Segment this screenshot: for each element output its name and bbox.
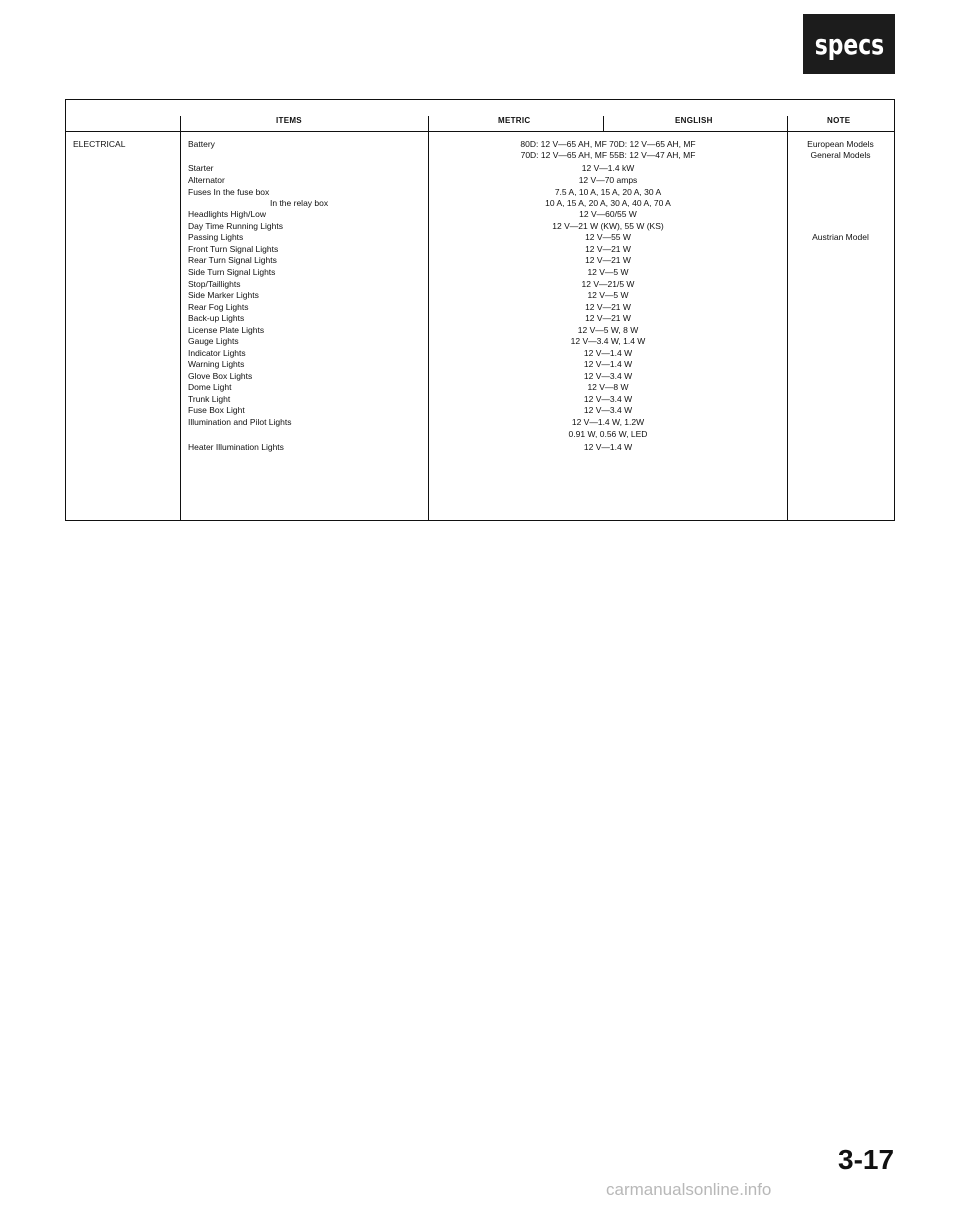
spec-value: 12 V—21 W (585, 313, 631, 323)
spec-item-label: Day Time Running Lights (188, 221, 283, 231)
spec-value: 12 V—70 amps (578, 175, 638, 185)
spec-value: 12 V—1.4 W (583, 359, 633, 369)
spec-item-label: Battery (188, 139, 215, 149)
spec-item-label: Fuses In the fuse box (188, 187, 270, 197)
spec-value: 0.91 W, 0.56 W, LED (568, 429, 648, 439)
spec-value: 12 V—5 W (587, 290, 629, 300)
spec-item-label: Gauge Lights (188, 336, 239, 346)
section-label: ELECTRICAL (73, 139, 126, 149)
spec-value: 12 V—3.4 W (583, 371, 633, 381)
spec-item-label: License Plate Lights (188, 325, 265, 335)
spec-value: 12 V—21 W (585, 255, 631, 265)
watermark: carmanualsonline.info (606, 1180, 772, 1199)
spec-value: 10 A, 15 A, 20 A, 30 A, 40 A, 70 A (545, 198, 671, 208)
spec-item-label: Fuse Box Light (188, 405, 245, 415)
spec-value: 12 V—55 W (585, 232, 631, 242)
spec-value: 12 V—60/55 W (579, 209, 637, 219)
header-divider (65, 131, 895, 132)
spec-item-label: Heater Illumination Lights (188, 442, 284, 452)
spec-item-label: Trunk Light (188, 394, 231, 404)
header-metric: METRIC (498, 116, 531, 125)
spec-note: Austrian Model (812, 232, 869, 242)
header-english: ENGLISH (675, 116, 713, 125)
spec-value: 80D: 12 V—65 AH, MF 70D: 12 V—65 AH, MF (520, 139, 696, 149)
spec-note: General Models (810, 150, 871, 160)
spec-item-label: Alternator (188, 175, 225, 185)
spec-value: 12 V—21 W (KW), 55 W (KS) (552, 221, 664, 231)
spec-value: 12 V—1.4 W (583, 442, 633, 452)
spec-item-label: Rear Turn Signal Lights (188, 255, 277, 265)
spec-item-label: Indicator Lights (188, 348, 246, 358)
spec-value: 12 V—1.4 W (583, 348, 633, 358)
spec-item-label: Rear Fog Lights (188, 302, 249, 312)
page-number: 3-17 (838, 1144, 895, 1175)
spec-item-label: Illumination and Pilot Lights (188, 417, 292, 427)
spec-value: 12 V—21 W (585, 302, 631, 312)
column-divider-1 (180, 116, 181, 521)
spec-item-label: In the relay box (270, 198, 329, 208)
specs-tab-label: specs (814, 27, 884, 61)
spec-item-label: Warning Lights (188, 359, 245, 369)
spec-value: 12 V—5 W (587, 267, 629, 277)
specs-section-tab (803, 14, 895, 74)
spec-item-label: Headlights High/Low (188, 209, 266, 219)
spec-value: 12 V—3.4 W, 1.4 W (570, 336, 646, 346)
spec-value: 12 V—3.4 W (583, 394, 633, 404)
spec-item-label: Back-up Lights (188, 313, 245, 323)
spec-value: 12 V—3.4 W (583, 405, 633, 415)
spec-item-label: Starter (188, 163, 214, 173)
spec-value: 12 V—21 W (585, 244, 631, 254)
spec-item-label: Front Turn Signal Lights (188, 244, 279, 254)
spec-item-label: Side Marker Lights (188, 290, 259, 300)
spec-item-label: Glove Box Lights (188, 371, 253, 381)
column-divider-metric-english (603, 116, 604, 131)
header-items: ITEMS (276, 116, 302, 125)
spec-value: 70D: 12 V—65 AH, MF 55B: 12 V—47 AH, MF (520, 150, 696, 160)
spec-value: 12 V—1.4 kW (581, 163, 635, 173)
header-note: NOTE (827, 116, 851, 125)
spec-item-label: Side Turn Signal Lights (188, 267, 276, 277)
spec-value: 12 V—1.4 W, 1.2W (571, 417, 645, 427)
spec-value: 12 V—5 W, 8 W (577, 325, 639, 335)
spec-value: 7.5 A, 10 A, 15 A, 20 A, 30 A (554, 187, 662, 197)
spec-value: 12 V—8 W (587, 382, 629, 392)
spec-item-label: Dome Light (188, 382, 232, 392)
spec-item-label: Stop/Taillights (188, 279, 241, 289)
spec-value: 12 V—21/5 W (581, 279, 635, 289)
spec-note: European Models (807, 139, 874, 149)
spec-item-label: Passing Lights (188, 232, 244, 242)
